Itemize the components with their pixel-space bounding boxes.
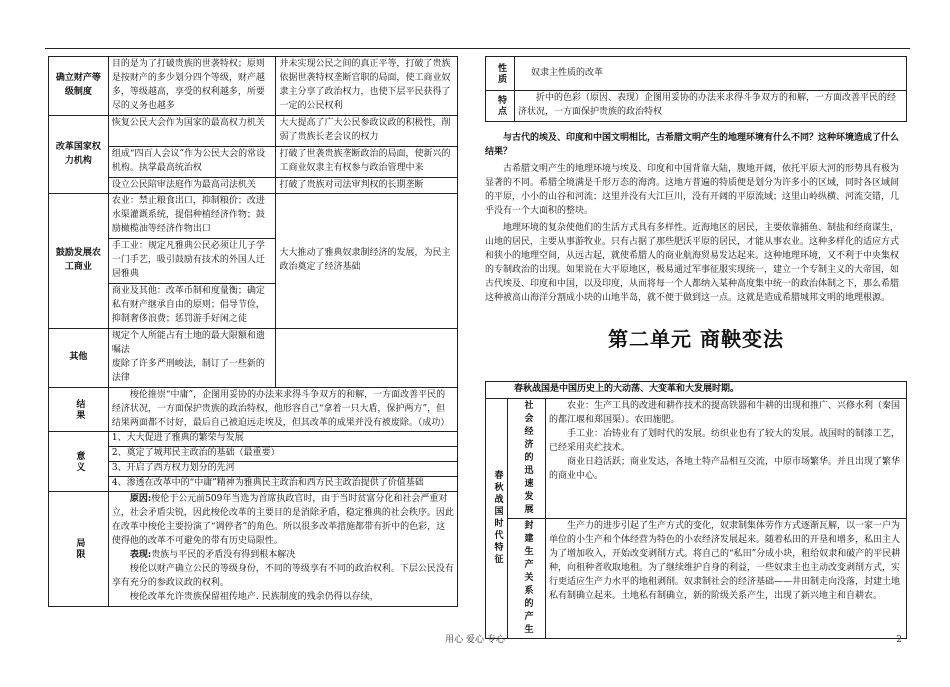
result-text: 梭伦推崇“中庸”，企图用妥协的办法来求得斗争双方的和解，一方面改善平民的经济状况，一方面保护贵族的政治特权，他形容自己“拿着一只大盾，保护两方”，但结果两面都不讨好，最后自己被迫远走埃及，但其改革的成果并没有被废除。（成功）: [108, 387, 457, 432]
row-para: 手工业：冶铸业有了划时代的发展。纺织业也有了较大的发展。战国时的制漆工艺，已经采用夹纻技术。: [549, 428, 901, 453]
row-desc: 目的是为了打破贵族的世袭特权；原则是按财产的多少划分四个等级，财产越多，等级越高，享受的权利越多，所要尽的义务也越多: [108, 57, 276, 116]
header-rule: [45, 48, 910, 49]
meaning-list: [108, 432, 457, 492]
row-effect: 打破了贵族对司法审判权的长期垄断: [276, 177, 458, 194]
spring-autumn-table: [485, 381, 907, 639]
period-header: 春秋战国是中国历史上的大动荡、大变革和大发展时期。: [486, 382, 907, 399]
footer-motto: 用心 爱心 专心: [445, 635, 505, 645]
row-para: 生产力的进步引起了生产方式的变化，奴隶制集体劳作方式逐渐瓦解，以一家一户为单位的小生产和个体经营为特色的小农经济发展起来。随着私田的开垦和增多，私田主人为了增加收入，开始改变剥削方式。将自己的“私田”分成小块，租给奴隶和破产的平民耕种，向租种者收取地租。为了继续维护自身的利益，一些奴隶主也主动改变剥削方式，实行更适应生产力水平的地租剥削。奴隶制社会的经济基础——井田制走向没落，封建土地私有制确立起来。土地私有制确立，新的阶级关系产生，出现了新兴地主和自耕农。: [549, 520, 901, 601]
page-number: 2: [896, 635, 902, 645]
limit-line: [112, 493, 454, 549]
limit-content: 梭伦改革允许贵族保留祖传地产. 民族制度的残余仍得以存续，: [129, 591, 379, 602]
row-label: 社会经济的迅速发展: [508, 398, 546, 518]
meaning-item: 3、开启了西方权力划分的先河: [109, 462, 457, 477]
meaning-item: 2、奠定了城邦民主政治的基础（最重要）: [109, 447, 457, 462]
side-label: 春秋战国时代特征: [486, 398, 508, 638]
row-effect: 大大提高了广大公民参政议政的积极性，削弱了贵族长老会议的权力: [276, 115, 458, 146]
nature-features-table: [485, 56, 907, 122]
geography-answer-1: 古希腊文明产生的地理环境与埃及、印度和中国背靠大陆，腹地开阔，依托平原大河的形势具有极为显著的不同。希腊全境满是千形万态的海湾。这地方普遍的特质便是划分为许多小的区域，同时各区域间的平原，小小的山谷和河流；这里并没有大江巨川，没有开阔的平原流域；这里山岭纵横、河流交错，几乎没有一个大面积的整块。: [485, 164, 900, 216]
row-para: 农业：生产工具的改进和耕作技术的提高铁器和牛耕的出现和推广、兴修水利（秦国的都江堰和郑国渠）。农田施肥。: [549, 400, 901, 425]
limit-lead: 表现:: [129, 549, 152, 560]
row-effect: 打破了世袭贵族垄断政治的局面，使新兴的工商业奴隶主有权参与政治管理中来: [276, 146, 458, 177]
limit-lead: 原因:: [129, 494, 152, 505]
result-label: 结果: [49, 387, 109, 432]
row-effect: 并未实现公民之间的真正平等，打破了贵族依据世袭特权垄断官职的局面，使工商业奴隶主分享了政治权力，也使下层平民获得了一定的公民权利: [276, 57, 458, 116]
row-effect: [276, 328, 458, 387]
row-desc: 商业及其他：改革币制和度量衡；确定私有财产继承自由的原则；倡导节俭，抑制奢侈浪费；惩罚游手好闲之徒: [108, 284, 276, 329]
limit-line: [112, 563, 454, 591]
row-label: 鼓励发展农工商业: [49, 194, 109, 328]
row-desc: 农业：禁止粮食出口，抑制粮价；改进水渠灌溉系统，提倡种植经济作物；鼓励橄榄油等经济作物出口: [108, 194, 276, 239]
row-effect: 大大推动了雅典奴隶制经济的发展，为民主政治奠定了经济基础: [276, 194, 458, 328]
limit-content: 梭伦于公元前509年当选为首席执政官时，由于当时贫富分化和社会严重对立，社会矛盾尖锐，因此梭伦改革的主要目的是消除矛盾，稳定雅典的社会秩序。因此在改革中梭伦主要扮演了“调停者”的角色。所以很多改革措施都带有折中的色彩，这使得他的改革不可避免的带有历史局限性。: [111, 494, 454, 546]
nature-label: 性质: [486, 57, 515, 91]
limit-label: 局限: [49, 492, 109, 607]
row-label: 其他: [49, 328, 109, 387]
row-desc: 规定个人所能占有土地的最大限额和遗嘱法 废除了许多严刑峻法，制订了一些新的法律: [108, 328, 276, 387]
row-label: 改革国家权力机构: [49, 115, 109, 194]
limit-text: [108, 492, 457, 607]
limit-content: 梭伦以财产确立公民的等级身份，不同的等级享有不同的政治权利。下层公民没有享有充分的参政议政的权利。: [111, 563, 454, 588]
geography-answer-2: 地理环境的复杂使他们的生活方式具有多样性。近海地区的居民，主要依靠捕鱼、制盐和经商谋生，山地的居民，主要从事游牧业。只有占据了那些肥沃平原的居民，才能从事农业。这种多样化的适应方式和狭小的地理空间，从远古起，就使希腊人的商业航海贸易发达起来。这种地理环境，又不利于中央集权的专制政治的出现。如果说在大平原地区，极易通过军事征服实现统一，建立一个专制主义的大帝国，如古代埃及、印度和中国，以及印度，从而将每一个人都纳入某种高度集中统一的政治体制之下，那么希腊这种被高山海洋分割成小块的山地半岛，就不便于做到这一点。这就是造成希腊城邦文明的地理根源。: [485, 223, 900, 303]
row-desc: 手工业：规定凡雅典公民必须让儿子学一门手艺，吸引鼓励有技术的外国人迁居雅典: [108, 239, 276, 284]
row-desc: 组成“四百人会议”作为公民大会的常设机构。执掌最高统治权: [108, 146, 276, 177]
row-content: [546, 518, 907, 638]
features-text: 折中的色彩（原因、表现）企图用妥协的办法来求得斗争双方的和解，一方面改善平民的经济状况，一方面保护贵族的政治特权: [515, 91, 907, 122]
solon-reform-table: [48, 56, 458, 607]
row-para: 商业日趋活跃；商业发达，各地土特产品相互交流，中原市场繁华。并且出现了繁华的商业中心。: [549, 456, 901, 481]
geography-question: 与古代的埃及、印度和中国文明相比，古希腊文明产生的地理环境有什么不同？这种环境造成了什么结果？: [485, 133, 900, 157]
features-label: 特点: [486, 91, 515, 122]
row-desc: 恢复公民大会作为国家的最高权力机关: [108, 115, 276, 146]
row-label: 确立财产等级制度: [49, 57, 109, 116]
row-label: 封建生产关系的产生: [508, 518, 546, 638]
meaning-label: 意义: [49, 432, 109, 492]
row-desc: 设立公民陪审法庭作为最高司法机关: [108, 177, 276, 194]
meaning-item: 4、渗透在改革中的“中庸”精神为雅典民主政治和西方民主政治提供了价值基础: [111, 478, 424, 489]
limit-line: [112, 549, 454, 563]
nature-text: 奴隶主性质的改革: [515, 57, 907, 91]
limit-content: 贵族与平民的矛盾没有得到根本解决: [151, 549, 296, 560]
limit-line: [112, 591, 454, 605]
unit-title: 第二单元 商鞅变法: [608, 327, 784, 351]
row-content: [546, 398, 907, 518]
meaning-item: 1、大大促进了雅典的繁荣与发展: [109, 432, 457, 447]
